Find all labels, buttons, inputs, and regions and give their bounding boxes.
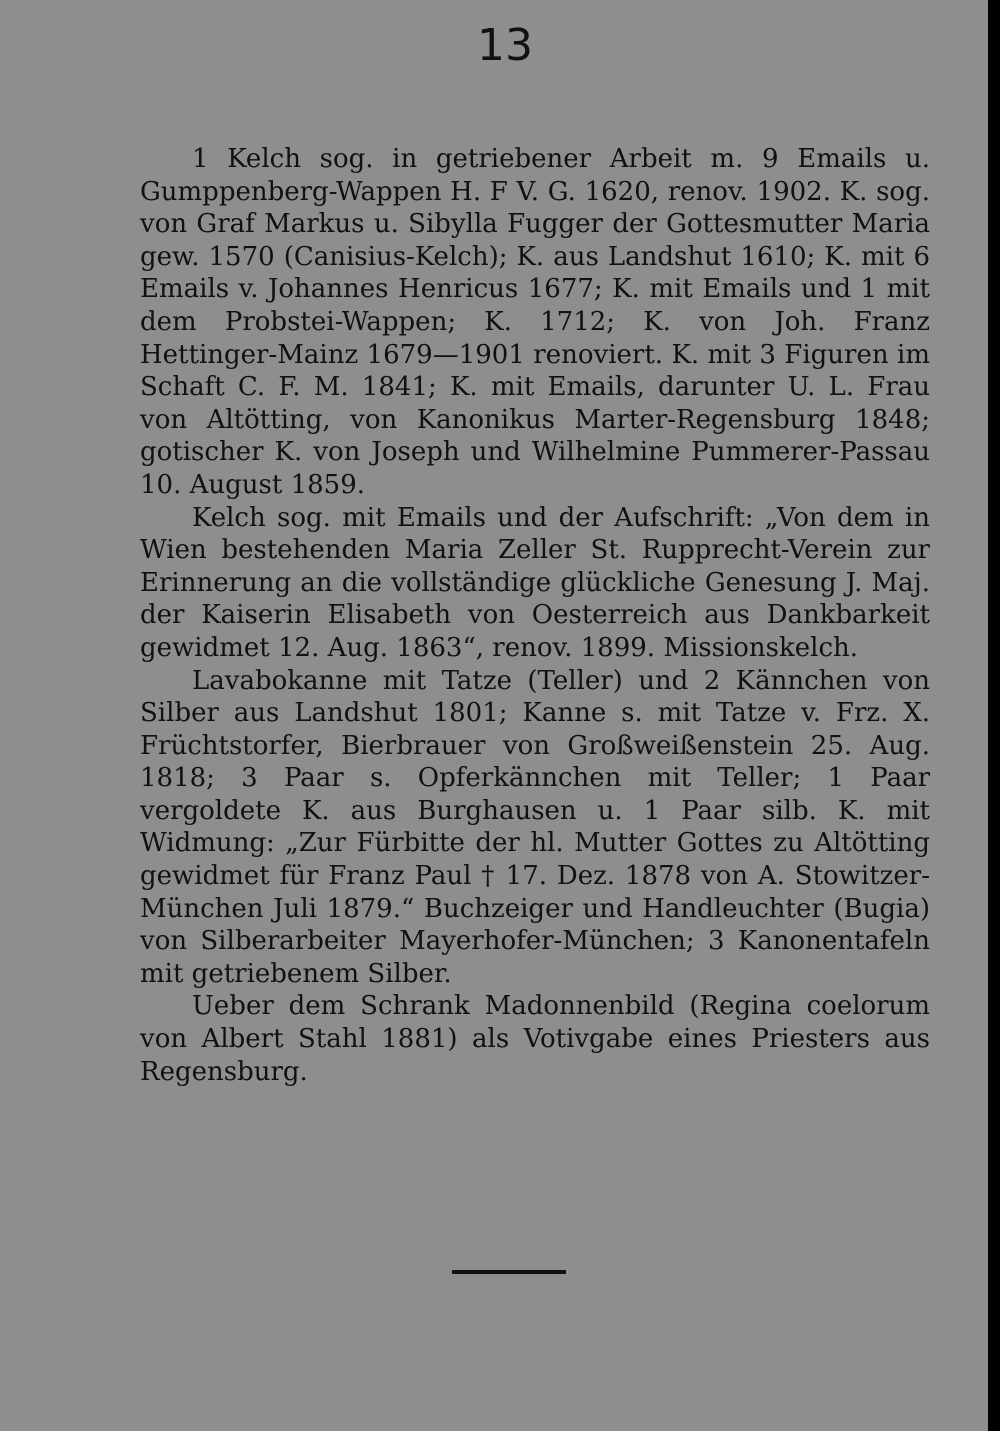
paragraph-madonna: Ueber dem Schrank Madonnenbild (Regina coelorum von Albert Stahl 1881) als Votivgabe eines Priesters aus Regensburg. [140, 991, 930, 1087]
paragraph-mission-chalice: Kelch sog. mit Emails und der Aufschrift: „Von dem in Wien bestehenden Maria Zeller St. Rupprecht-Verein zur Erinnerung an die vollständige glückliche Genesung J. Maj. der Kaiserin Elisabeth von Oesterreich aus Dankbarkeit gewidmet 12. Aug. 1863“, renov. 1899. Missionskelch. [140, 502, 930, 663]
body-text [140, 143, 930, 1088]
paragraph-chalices: 1 Kelch sog. in getriebener Arbeit m. 9 Emails u. Gumppenberg-Wappen H. F V. G. 1620, renov. 1902. K. sog. von Graf Markus u. Sibylla Fugger der Gottesmutter Maria gew. 1570 (Canisius-Kelch); K. aus Landshut 1610; K. mit 6 Emails v. Johannes Henricus 1677; K. mit Emails und 1 mit dem Probstei-Wappen; K. 1712; K. von Joh. Franz Hettinger-Mainz 1679—1901 renoviert. K. mit 3 Figuren im Schaft C. F. M. 1841; K. mit Emails, darunter U. L. Frau von Altötting, von Kanonikus Marter-Regensburg 1848; gotischer K. von Joseph und Wilhelmine Pummerer-Passau 10. August 1859. [140, 144, 930, 500]
closing-rule [452, 1270, 566, 1274]
page-number: 13 [477, 20, 533, 71]
paragraph-lavabo: Lavabokanne mit Tatze (Teller) und 2 Kännchen von Silber aus Landshut 1801; Kanne s. mit Tatze v. Frz. X. Früchtstorfer, Bierbrauer von Großweißenstein 25. Aug. 1818; 3 Paar s. Opferkännchen mit Teller; 1 Paar vergoldete K. aus Burghausen u. 1 Paar silb. K. mit Widmung: „Zur Fürbitte der hl. Mutter Gottes zu Altötting gewidmet für Franz Paul † 17. Dez. 1878 von A. Stowitzer-München Juli 1879.“ Buchzeiger und Handleuchter (Bugia) von Silberarbeiter Mayerhofer-München; 3 Kanonentafeln mit getriebenem Silber. [140, 665, 930, 989]
